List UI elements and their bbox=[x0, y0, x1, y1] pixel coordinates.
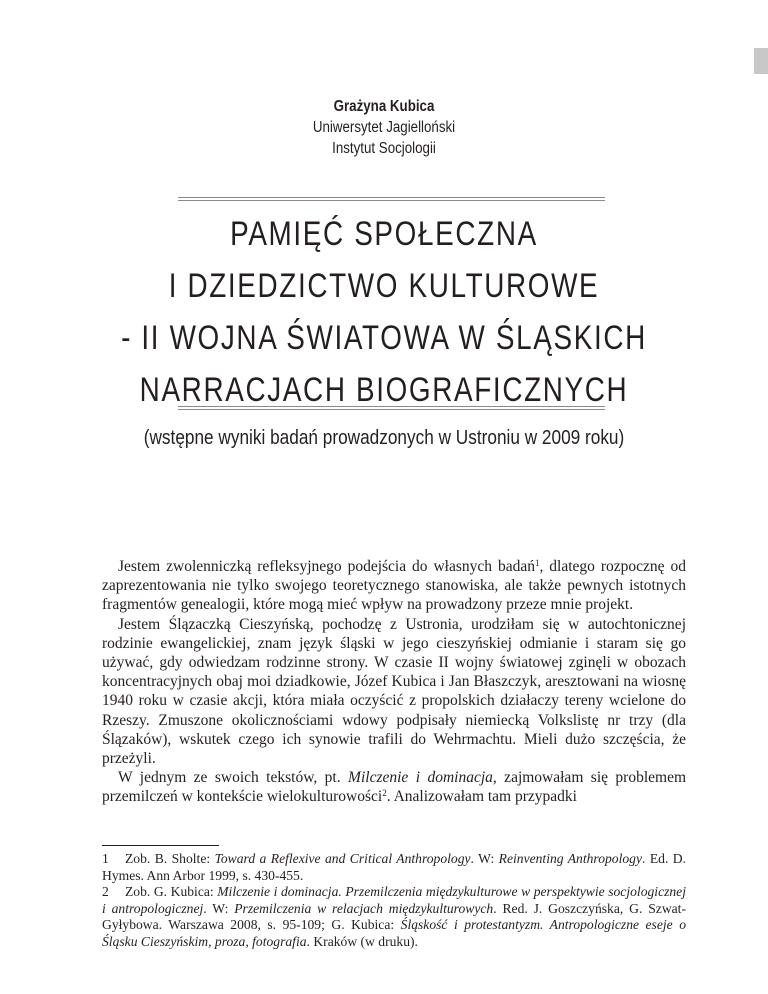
footnote-2-text-b: . W: bbox=[203, 900, 235, 916]
page-edge-tab bbox=[754, 48, 768, 74]
paragraph-1 bbox=[102, 557, 686, 615]
footnote-ref-2: 2 bbox=[382, 788, 387, 799]
author-name: Grażyna Kubica bbox=[333, 98, 435, 115]
paragraph-3 bbox=[102, 768, 686, 806]
paragraph-3-text-b: , zajmowałam się problemem przemilczeń w kontekście wielokulturowości bbox=[102, 769, 687, 806]
title-line-1: PAMIĘĆ SPOŁECZNA bbox=[230, 215, 538, 253]
footnote-ref-1: 1 bbox=[534, 558, 540, 568]
author-block bbox=[0, 96, 768, 159]
paragraph-1-text-b: , dlatego rozpocznę od zaprezentowania nie tylko swojego teoretycznego stanowiska, ale także pewnych istotnych fragmentów genealogii, które mogą mieć wpływ na prowadzony przeze mnie projekt. bbox=[102, 558, 686, 614]
paper-title bbox=[0, 208, 768, 416]
footnote-2-number: 2 bbox=[102, 884, 109, 900]
footnote-1-text-c: . Ed. D. Hymes. Ann Arbor 1999, s. 430-455. bbox=[102, 851, 686, 883]
paragraph-1-text-a: Jestem zwolenniczką refleksyjnego podejścia do własnych badań bbox=[118, 558, 535, 575]
footnote-1-title-1: Toward a Reflexive and Critical Anthropology bbox=[214, 851, 471, 866]
title-line-2: I DZIEDZICTWO KULTUROWE bbox=[168, 267, 600, 305]
title-rule-bottom bbox=[178, 406, 605, 410]
title-rule-top bbox=[178, 197, 605, 201]
paragraph-2: Jestem Ślązaczką Cieszyńską, pochodzę z Ustronia, urodziłam się w autochtonicznej rodzinie ewangelickiej, znam język śląski w jego cieszyńskiej odmianie i staram się go używać, gdy odwiedzam rodzinne strony. W czasie II wojny światowej zginęli w obozach koncentracyjnych obaj moi dziadkowie, Józef Kubica i Jan Błaszczyk, aresztowani na wiosnę 1940 roku w czasie akcji, która miała oczyścić z propolskich działaczy tereny wcielone do Rzeszy. Zmuszone okolicznościami wdowy podpisały niemiecką Volkslistę nr trzy (dla Ślązaków), wskutek czego ich synowie trafili do Wehrmachtu. Mieli dużo szczęścia, że przeżyli. bbox=[102, 615, 686, 768]
paragraph-3-emphasis: Milczenie i dominacja bbox=[348, 769, 493, 787]
footnote-2-title-3: Śląskość i protestantyzm. Antropologiczne eseje o Śląsku Cieszyńskim, proza, fotografia bbox=[102, 917, 686, 949]
footnote-2-title-1: Milczenie i dominacja. Przemilczenia międzykulturowe w perspektywie socjologicznej i antropologicznej bbox=[102, 884, 686, 916]
footnotes bbox=[102, 851, 686, 951]
subtitle-text: (wstępne wyniki badań prowadzonych w Ustroniu w 2009 roku) bbox=[143, 426, 625, 449]
paragraph-3-text-a: W jednym ze swoich tekstów, pt. bbox=[118, 769, 349, 787]
footnote-1-title-2: Reinventing Anthropology bbox=[498, 851, 643, 866]
title-line-4: NARRACJACH BIOGRAFICZNYCH bbox=[139, 371, 629, 409]
paper-subtitle bbox=[0, 425, 768, 451]
body-text bbox=[102, 557, 686, 807]
footnote-2 bbox=[102, 884, 686, 950]
footnote-2-text-d: . Kraków (w druku). bbox=[306, 933, 418, 949]
author-institute: Instytut Socjologii bbox=[332, 140, 436, 157]
footnote-1-text-b: . W: bbox=[470, 851, 499, 866]
author-university: Uniwersytet Jagielloński bbox=[312, 119, 456, 136]
title-line-3: - II WOJNA ŚWIATOWA W ŚLĄSKICH bbox=[121, 319, 647, 357]
footnote-separator bbox=[102, 845, 219, 846]
footnote-1-text-a: Zob. B. Sholte: bbox=[125, 851, 215, 866]
footnote-2-text-a: Zob. G. Kubica: bbox=[125, 884, 218, 900]
footnote-2-title-2: Przemilczenia w relacjach międzykulturowych bbox=[234, 900, 494, 916]
footnote-1 bbox=[102, 851, 686, 884]
paragraph-3-text-c: . Analizowałam tam przypadki bbox=[386, 788, 577, 806]
footnote-1-number: 1 bbox=[102, 851, 109, 866]
footnote-2-text-c: . Red. J. Goszczyńska, G. Szwat-Gyłybowa. Warszawa 2008, s. 95-109; G. Kubica: bbox=[102, 900, 686, 933]
